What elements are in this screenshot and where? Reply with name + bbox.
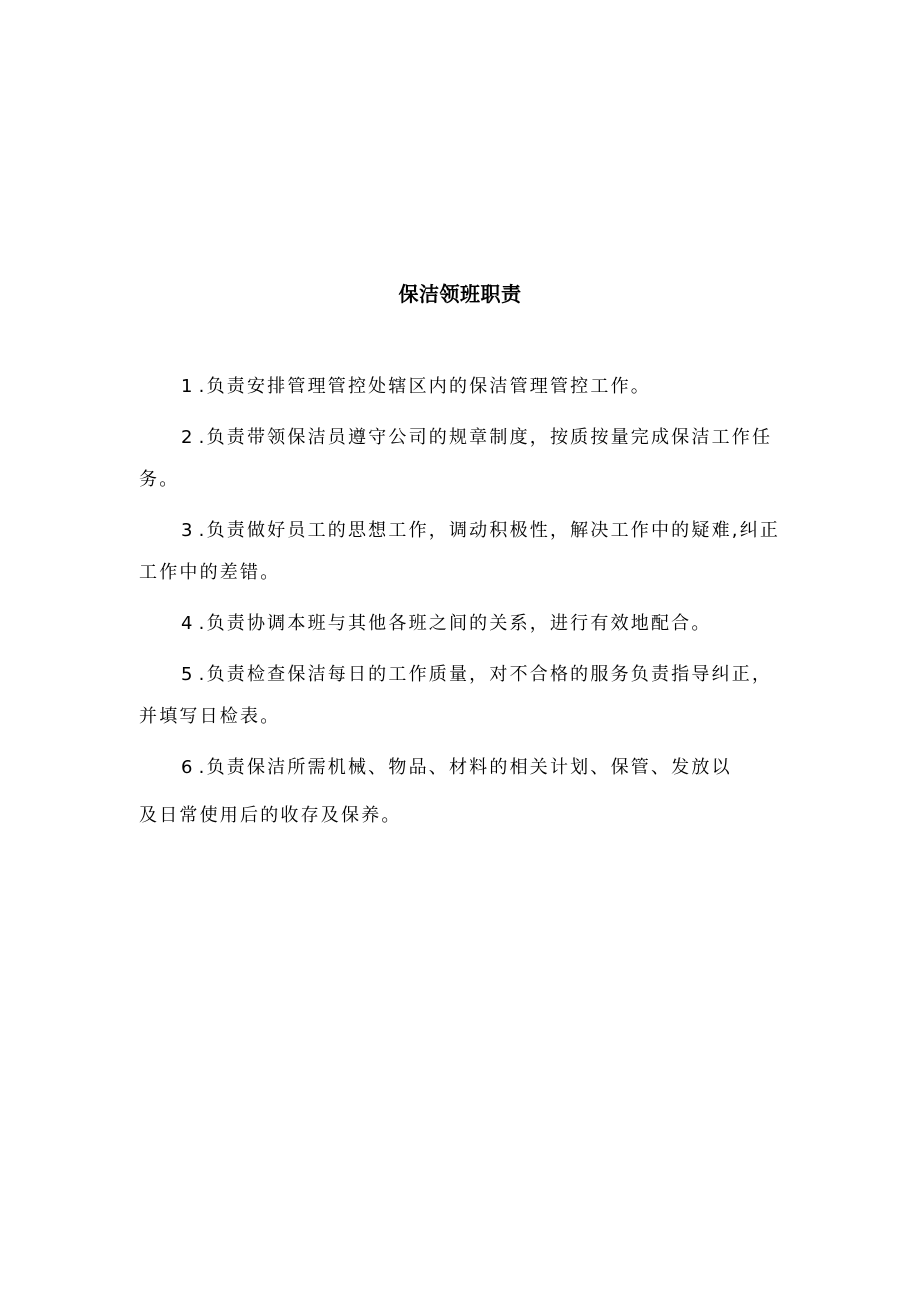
item-number: 6	[181, 757, 195, 778]
duty-item-4	[139, 603, 784, 645]
item-number: 5	[181, 664, 195, 685]
duty-item-3	[139, 510, 784, 594]
item-number: 2	[181, 427, 195, 448]
item-number: 4	[181, 613, 195, 634]
document-title: 保洁领班职责	[398, 282, 522, 306]
item-number: 1	[181, 376, 195, 397]
duty-item-5	[139, 654, 784, 738]
document-body	[139, 366, 784, 846]
item-continuation: 务。	[139, 469, 180, 490]
item-text: .负责做好员工的思想工作，调动积极性，解决工作中的疑难,纠正	[198, 520, 781, 541]
duty-item-2	[139, 417, 784, 501]
item-continuation: 及日常使用后的收存及保养。	[139, 805, 402, 826]
item-text: .负责保洁所需机械、物品、材料的相关计划、保管、发放以	[198, 757, 732, 778]
duty-item-1	[139, 366, 784, 408]
item-number: 3	[181, 520, 195, 541]
item-continuation: 工作中的差错。	[139, 562, 281, 583]
item-text: .负责检查保洁每日的工作质量，对不合格的服务负责指导纠正，	[198, 664, 773, 685]
item-text: .负责协调本班与其他各班之间的关系，进行有效地配合。	[198, 613, 712, 634]
item-continuation: 并填写日检表。	[139, 706, 281, 727]
item-text: .负责带领保洁员遵守公司的规章制度，按质按量完成保洁工作任	[198, 427, 773, 448]
duty-item-6	[139, 747, 784, 837]
item-text: .负责安排管理管控处辖区内的保洁管理管控工作。	[198, 376, 651, 397]
